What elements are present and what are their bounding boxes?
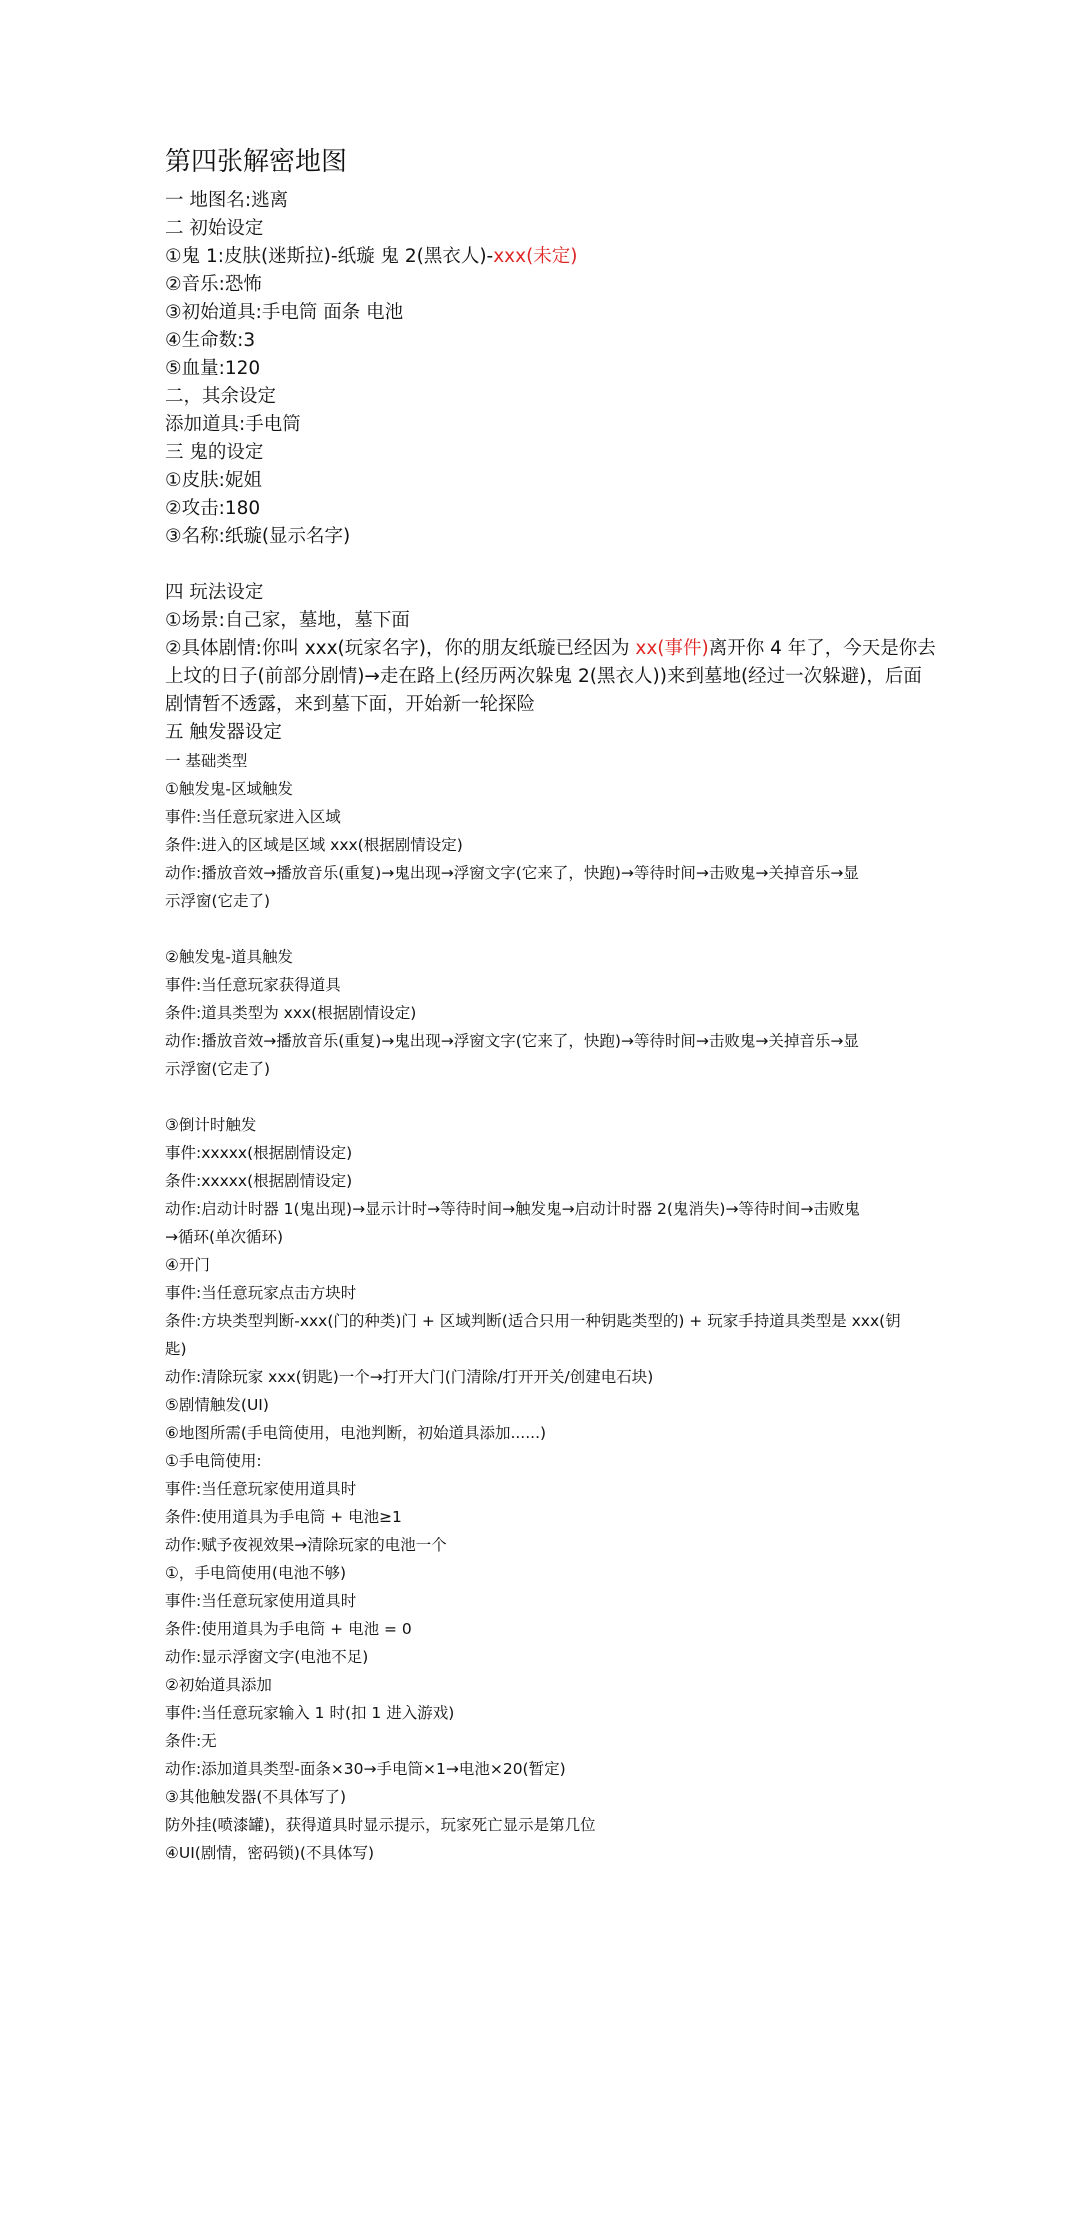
text-line: 动作:启动计时器 1(鬼出现)→显示计时→等待时间→触发鬼→启动计时器 2(鬼消失)→等待时间→击败鬼 [165,1200,860,1218]
text-line: ⑤血量:120 [165,358,261,379]
section-heading: 四 玩法设定 [165,582,264,603]
text-line: 条件:xxxxx(根据剧情设定) [165,1172,353,1190]
text-span: 离开你 4 年了，今天是你去 [708,638,936,659]
text-line: 动作:播放音效→播放音乐(重复)→鬼出现→浮窗文字(它来了，快跑)→等待时间→击败鬼→关掉音乐→显 [165,1032,859,1050]
text-line: 事件:当任意玩家使用道具时 [165,1592,357,1610]
trigger-title: ②触发鬼-道具触发 [165,948,293,966]
page-title: 第四张解密地图 [165,147,348,177]
text-line: 条件:道具类型为 xxx(根据剧情设定) [165,1004,417,1022]
text-line: 事件:当任意玩家输入 1 时(扣 1 进入游戏) [165,1704,455,1722]
text-span: ①鬼 1:皮肤(迷斯拉)-纸璇 鬼 2(黑衣人)- [165,246,494,267]
text-line: 动作:添加道具类型-面条×30→手电筒×1→电池×20(暂定) [165,1760,566,1778]
text-line: 条件:使用道具为手电筒 + 电池 = 0 [165,1620,412,1638]
trigger-title: ③倒计时触发 [165,1116,257,1134]
section-heading: 二，其余设定 [165,386,277,407]
text-line: 示浮窗(它走了) [165,892,271,910]
text-line: 匙) [165,1340,187,1358]
text-line: 条件:方块类型判断-xxx(门的种类)门 + 区域判断(适合只用一种钥匙类型的) + 玩家手持道具类型是 xxx(钥 [165,1312,901,1330]
text-line: 条件:使用道具为手电筒 + 电池≥1 [165,1508,402,1526]
text-span: ②具体剧情:你叫 xxx(玩家名字)，你的朋友纸璇已经因为 [165,638,636,659]
highlight-text: xx(事件) [635,638,709,659]
text-line: 剧情暂不透露，来到墓下面，开始新一轮探险 [165,694,536,715]
text-line: 示浮窗(它走了) [165,1060,271,1078]
text-line: →循环(单次循环) [165,1228,284,1246]
text-line: 上坟的日子(前部分剧情)→走在路上(经历两次躲鬼 2(黑衣人))来到墓地(经过一次躲避)，后面 [165,666,922,687]
text-line: 事件:xxxxx(根据剧情设定) [165,1144,353,1162]
text-line: ①皮肤:妮姐 [165,470,262,491]
text-line: ④生命数:3 [165,330,256,351]
text-line: 事件:当任意玩家点击方块时 [165,1284,357,1302]
trigger-title: ④开门 [165,1256,210,1274]
section-heading: 五 触发器设定 [165,722,282,743]
section-heading: 二 初始设定 [165,218,264,239]
trigger-title: ②初始道具添加 [165,1676,272,1694]
subsection-heading: 一 基础类型 [165,752,248,770]
text-line: ②攻击:180 [165,498,261,519]
trigger-title: ①触发鬼-区域触发 [165,780,293,798]
trigger-title: ③其他触发器(不具体写了) [165,1788,346,1806]
text-line: 条件:进入的区域是区域 xxx(根据剧情设定) [165,836,463,854]
section-heading: 三 鬼的设定 [165,442,264,463]
trigger-title: ①手电筒使用: [165,1452,262,1470]
trigger-title: ①，手电筒使用(电池不够) [165,1564,346,1582]
trigger-title: ⑥地图所需(手电筒使用，电池判断，初始道具添加......) [165,1424,547,1442]
highlight-text: xxx(未定) [493,246,578,267]
text-line [165,243,925,272]
text-line: 防外挂(喷漆罐)，获得道具时显示提示，玩家死亡显示是第几位 [165,1816,596,1834]
text-line: 条件:无 [165,1732,217,1750]
text-line: 事件:当任意玩家获得道具 [165,976,341,994]
text-line: 动作:清除玩家 xxx(钥匙)一个→打开大门(门清除/打开开关/创建电石块) [165,1368,654,1386]
text-line: 事件:当任意玩家进入区域 [165,808,341,826]
text-line: ②音乐:恐怖 [165,274,262,295]
text-line: ③名称:纸璇(显示名字) [165,526,351,547]
section-heading: 一 地图名:逃离 [165,190,289,211]
text-line: 动作:赋予夜视效果→清除玩家的电池一个 [165,1536,447,1554]
text-line: 动作:播放音效→播放音乐(重复)→鬼出现→浮窗文字(它来了，快跑)→等待时间→击败鬼→关掉音乐→显 [165,864,859,882]
trigger-title: ⑤剧情触发(UI) [165,1396,269,1414]
text-line: ③初始道具:手电筒 面条 电池 [165,302,404,323]
text-line: 添加道具:手电筒 [165,414,301,435]
text-line [165,635,936,664]
trigger-title: ④UI(剧情，密码锁)(不具体写) [165,1844,375,1862]
text-line: 动作:显示浮窗文字(电池不足) [165,1648,369,1666]
text-line: ①场景:自己家，墓地，墓下面 [165,610,410,631]
text-line: 事件:当任意玩家使用道具时 [165,1480,357,1498]
